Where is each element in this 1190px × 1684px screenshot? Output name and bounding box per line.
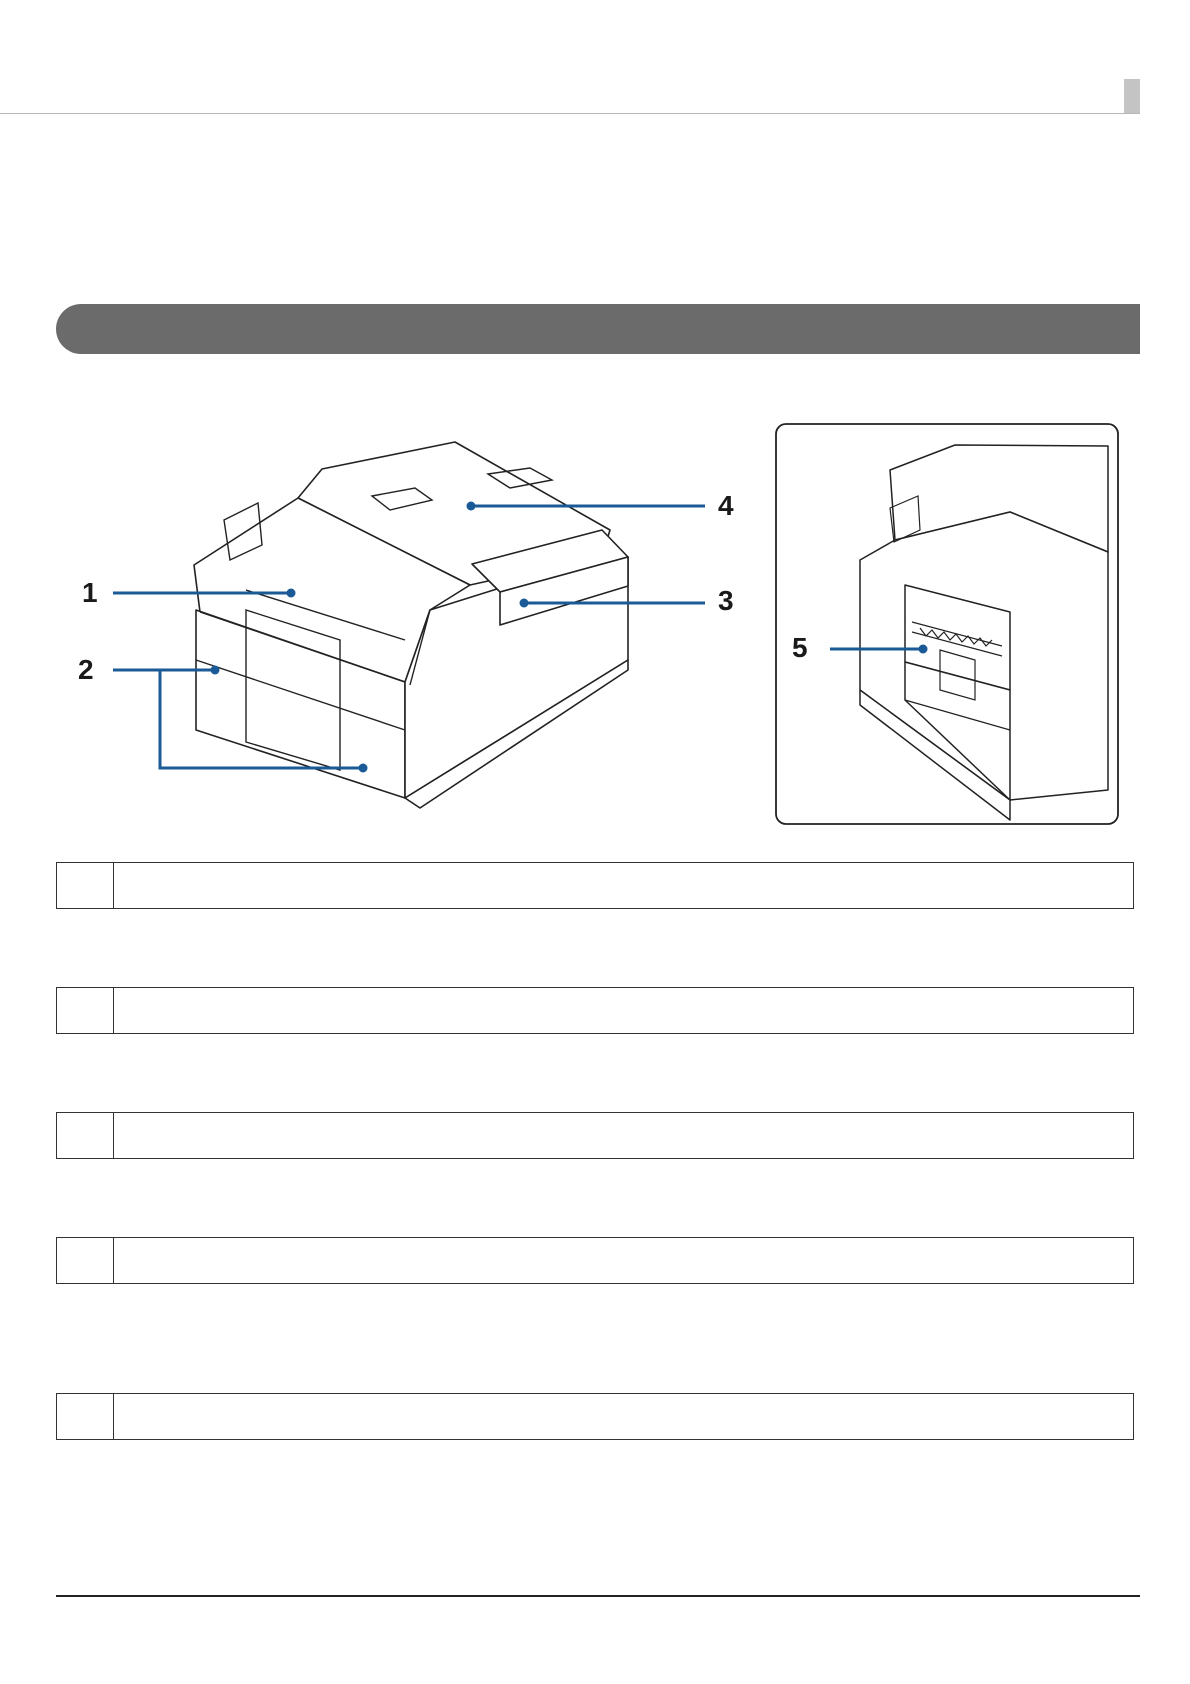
part-row-3 <box>56 1112 1134 1159</box>
part-name-cell <box>114 1238 1133 1283</box>
callout-3: 3 <box>718 585 734 616</box>
printer-front-figure <box>0 400 1190 840</box>
part-number-cell <box>57 863 114 908</box>
chapter-tab <box>1124 79 1140 113</box>
part-number-cell <box>57 1394 114 1439</box>
callout-1: 1 <box>82 577 98 608</box>
callout-2: 2 <box>78 654 94 685</box>
part-number-cell <box>57 1238 114 1283</box>
part-row-5 <box>56 1393 1134 1440</box>
footer-rule <box>56 1595 1140 1597</box>
callout-4: 4 <box>718 490 734 521</box>
part-name-cell <box>114 863 1133 908</box>
printer-illustration <box>194 442 628 808</box>
section-heading-bar <box>56 304 1140 354</box>
header-rule <box>0 113 1140 114</box>
callout-5: 5 <box>792 632 808 663</box>
part-row-4 <box>56 1237 1134 1284</box>
part-name-cell <box>114 1394 1133 1439</box>
part-name-cell <box>114 1113 1133 1158</box>
part-row-2 <box>56 987 1134 1034</box>
part-row-1 <box>56 862 1134 909</box>
part-number-cell <box>57 988 114 1033</box>
part-name-cell <box>114 988 1133 1033</box>
part-number-cell <box>57 1113 114 1158</box>
